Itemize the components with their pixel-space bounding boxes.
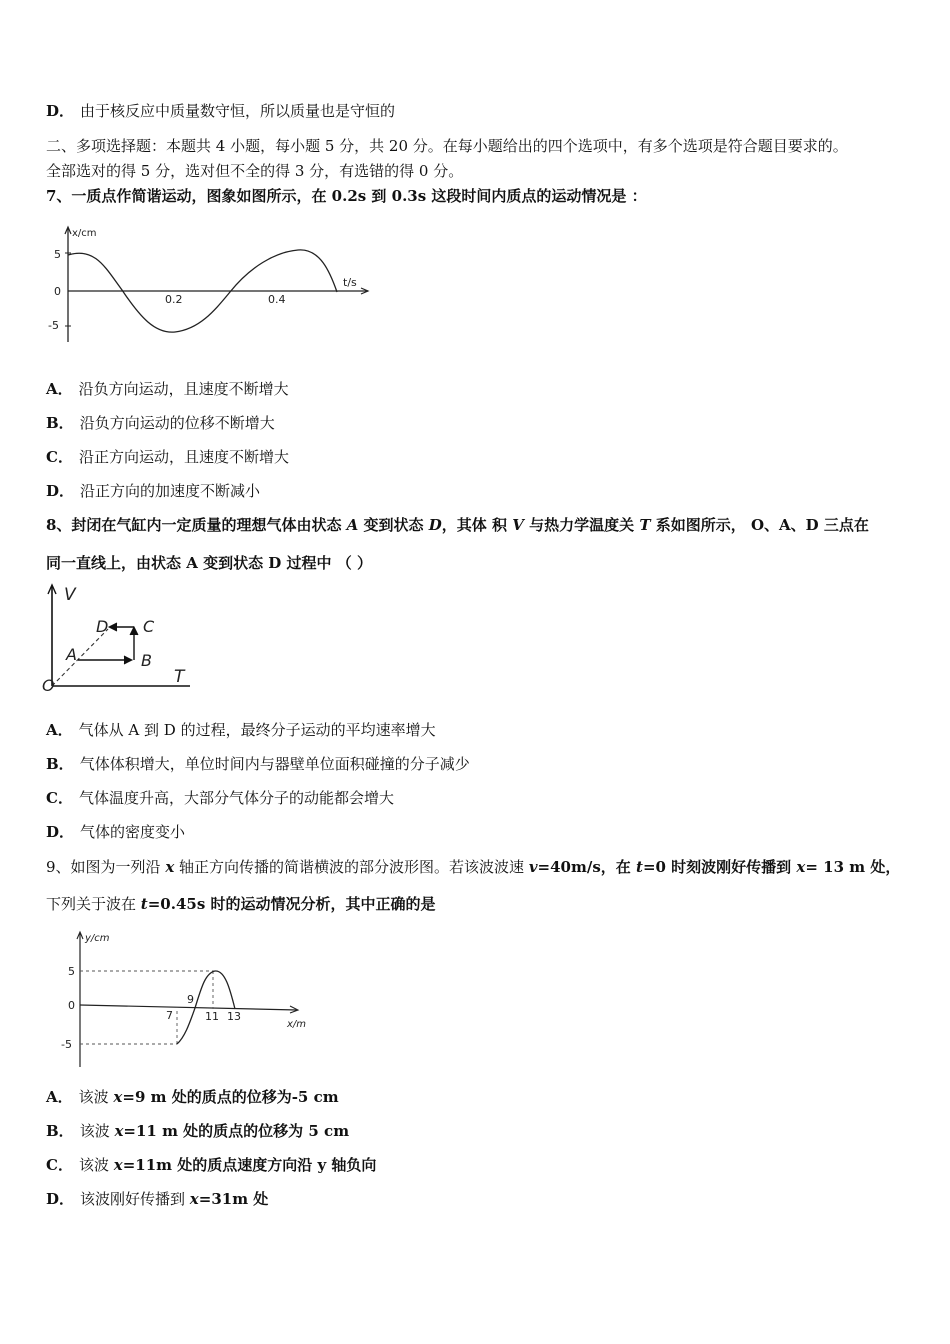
x-tick-label-11: 11: [205, 1010, 219, 1023]
y-tick-label-5: 5: [68, 965, 75, 978]
option-label: D．: [46, 823, 75, 841]
y-tick-label-neg5: -5: [61, 1038, 72, 1051]
q7-option-c: [46, 447, 289, 467]
c-label: C: [143, 617, 155, 636]
x-tick-label-9: 9: [187, 993, 194, 1006]
y-axis-label: x/cm: [72, 228, 97, 239]
q8-option-b: [46, 754, 470, 774]
t-label: T: [174, 667, 185, 687]
option-text: 沿负方向运动，且速度不断增大: [78, 380, 289, 398]
option-text: 由于核反应中质量数守恒，所以质量也是守恒的: [80, 102, 396, 120]
q9-graph: [55, 927, 320, 1072]
b-to-c-arrow: [130, 627, 138, 635]
option-label: D．: [46, 482, 75, 500]
q9-option-c: C． 该波 x=11m 处的质点速度方向沿 y 轴负向: [46, 1156, 377, 1174]
q8-stem-line2: 同一直线上，由状态 A 变到状态 D 过程中 （ ）: [46, 554, 372, 572]
section2-header-line1: 二、多项选择题：本题共 4 小题，每小题 5 分，共 20 分。在每小题给出的四个选项中，有多个选项是符合题目要求的。: [46, 137, 848, 155]
option-text: 沿负方向运动的位移不断增大: [79, 414, 275, 432]
q9-option-b: B． 该波 x=11 m 处的质点的位移为 5 cm: [46, 1122, 350, 1140]
y-tick-label-neg5: -5: [48, 319, 59, 332]
option-text: 气体温度升高，大部分气体分子的动能都会增大: [78, 789, 394, 807]
option-label: A．: [46, 721, 73, 739]
o-label: O: [42, 676, 55, 695]
q7-option-b: [46, 413, 275, 433]
x-tick-label-7: 7: [166, 1009, 173, 1022]
option-label: C．: [46, 448, 73, 466]
x-tick-label-0.2: 0.2: [165, 293, 183, 306]
q9-stem-line1: 9、如图为一列沿 x 轴正方向传播的简谐横波的部分波形图。若该波波速 v=40m/s，在 t=0 时刻波刚好传播到 x= 13 m 处，: [46, 858, 901, 876]
q7-option-d: [46, 481, 260, 501]
option-label: C．: [46, 789, 73, 807]
y-axis-label: y/cm: [85, 933, 110, 944]
option-label: B．: [46, 755, 74, 773]
option-text: 气体的密度变小: [80, 823, 186, 841]
q7-option-a: [46, 379, 289, 399]
section2-header-line2: 全部选对的得 5 分，选对但不全的得 3 分，有选错的得 0 分。: [46, 162, 464, 180]
b-label: B: [141, 651, 152, 670]
option-text: 沿正方向的加速度不断减小: [80, 482, 261, 500]
q9-option-d: D． 该波刚好传播到 x=31m 处: [46, 1190, 269, 1208]
v-label: V: [64, 585, 76, 605]
y-tick-label-0: 0: [54, 285, 61, 298]
a-to-b-arrow: [124, 656, 132, 664]
option-label: D．: [46, 1190, 75, 1208]
option-label: B．: [46, 414, 74, 432]
option-label: A．: [46, 380, 73, 398]
x-tick-label-13: 13: [227, 1010, 241, 1023]
q7-stem: 7、一质点作简谐运动，图象如图所示，在 0.2s 到 0.3s 这段时间内质点的运动情况是 ：: [46, 187, 647, 205]
q9-option-a: A． 该波 x=9 m 处的质点的位移为-5 cm: [46, 1088, 339, 1106]
q8-stem-line1: 8、封闭在气缸内一定质量的理想气体由状态 A 变到状态 D，其体 积 V 与热力学温度关 T 系如图所示， O、A、D 三点在: [46, 516, 869, 534]
option-label: B．: [46, 1122, 74, 1140]
q6-option-d: [46, 101, 395, 121]
y-tick-label-5: 5: [54, 248, 61, 261]
d-label: D: [96, 617, 109, 636]
q8-option-a: [46, 720, 436, 740]
dashed-line-o-d: [52, 629, 108, 686]
y-tick-label-0: 0: [68, 999, 75, 1012]
option-text: 沿正方向运动，且速度不断增大: [78, 448, 289, 466]
c-to-d-arrow: [109, 623, 117, 631]
option-label: D．: [46, 102, 75, 120]
option-label: A．: [46, 1088, 73, 1106]
a-label: A: [66, 645, 77, 664]
q8-option-c: [46, 788, 394, 808]
option-label: C．: [46, 1156, 73, 1174]
option-text: 气体从 A 到 D 的过程，最终分子运动的平均速率增大: [78, 721, 436, 739]
q7-graph: [40, 222, 390, 347]
q9-stem-line2: 下列关于波在 t=0.45s 时的运动情况分析，其中正确的是: [46, 895, 436, 913]
q8-graph: [40, 582, 200, 694]
option-text: 气体体积增大，单位时间内与器壁单位面积碰撞的分子减少: [79, 755, 470, 773]
x-axis-label: t/s: [343, 276, 357, 289]
x-axis-label: x/m: [287, 1019, 307, 1030]
q8-option-d: [46, 822, 185, 842]
x-tick-label-0.4: 0.4: [268, 293, 286, 306]
